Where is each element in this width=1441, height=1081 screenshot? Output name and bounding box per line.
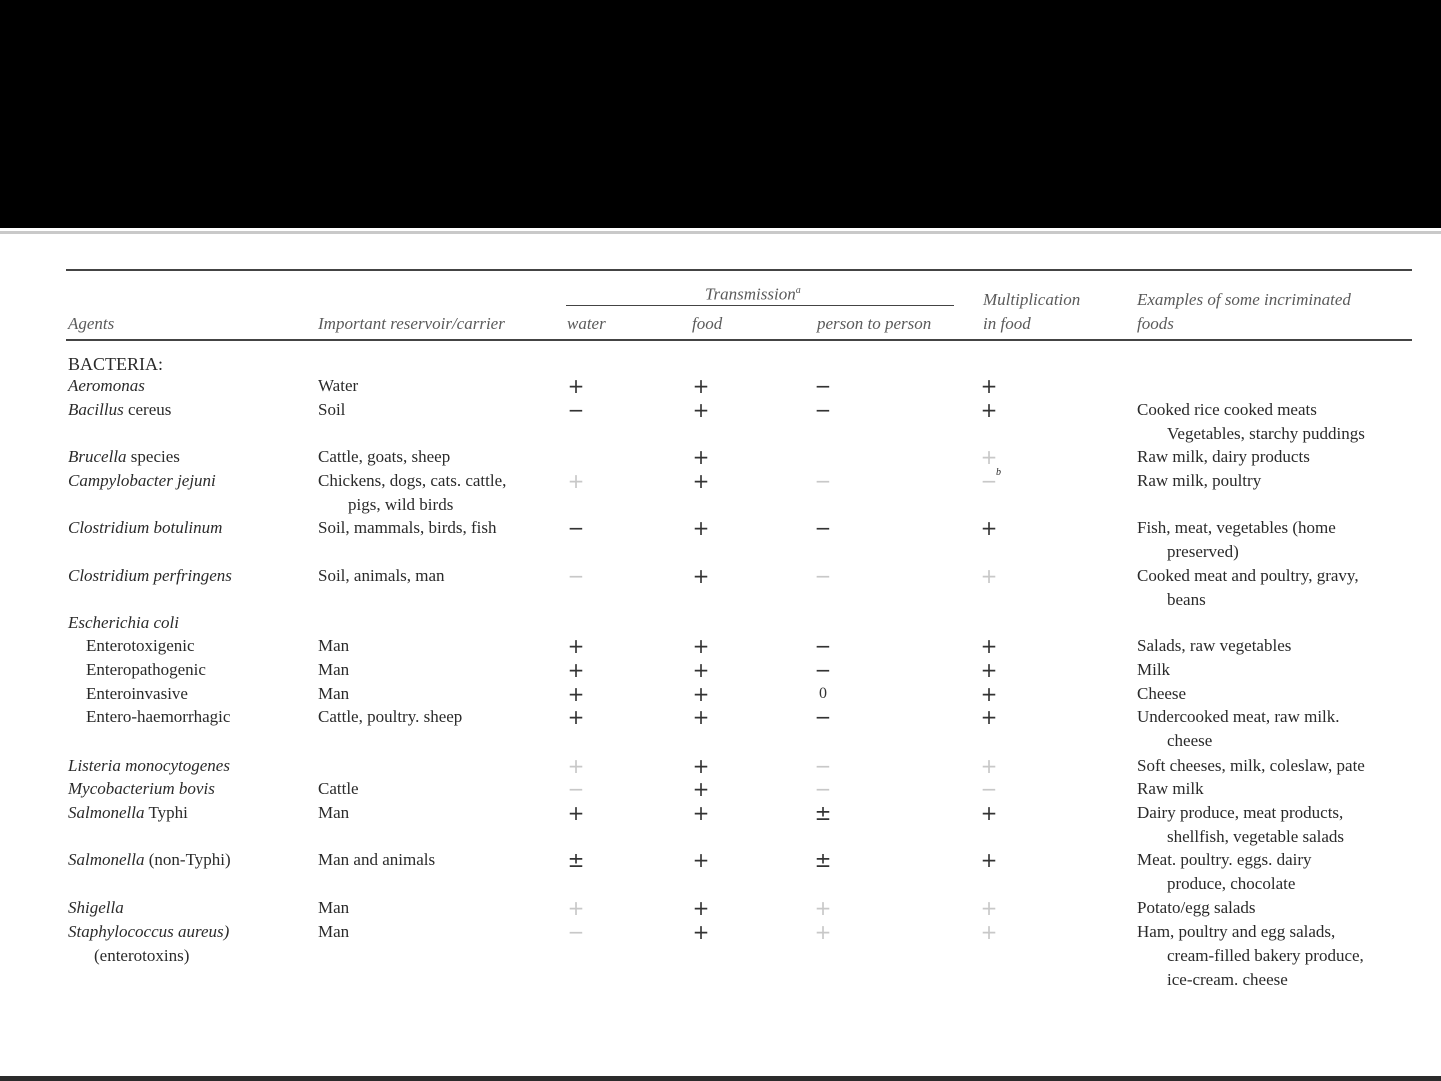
example-food-cell: Raw milk, poultry — [1137, 471, 1262, 490]
person-symbol: + — [814, 896, 832, 920]
examples-header-line1: Examples of some incriminated — [1137, 290, 1351, 309]
person-symbol: ± — [814, 801, 832, 825]
agent-name — [68, 850, 231, 870]
mult-symbol: + — [980, 896, 998, 920]
mult-symbol: − — [980, 777, 998, 801]
water-symbol: + — [567, 682, 585, 706]
example-food-cell: Cooked rice cooked meats — [1137, 400, 1317, 419]
reservoir-cell: Man — [318, 684, 350, 703]
mult-symbol: + — [980, 398, 998, 422]
mult-symbol: + — [980, 682, 998, 706]
agent-qualifier: species — [126, 447, 180, 466]
mult-symbol: + — [980, 754, 998, 778]
agent-qualifier: cereus — [123, 400, 172, 419]
agent-name — [68, 707, 230, 727]
reservoir-cell: Soil, mammals, birds, fish — [318, 518, 497, 537]
mult-symbol: + — [980, 564, 998, 588]
food-symbol: + — [692, 682, 710, 706]
reservoir-cell: Water — [318, 376, 359, 395]
reservoir-cell: Chickens, dogs, cats. cattle, — [318, 471, 507, 490]
agent-qualifier: (non-Typhi) — [144, 850, 231, 869]
food-symbol: + — [692, 398, 710, 422]
agent-genus: Salmonella — [68, 850, 145, 869]
person-symbol: − — [814, 634, 832, 658]
water-symbol: − — [567, 398, 585, 422]
mult-symbol: + — [980, 705, 998, 729]
example-food-cell: Cheese — [1137, 684, 1187, 703]
person-header: person to person — [817, 314, 932, 333]
reservoir-cell: Man and animals — [318, 850, 436, 869]
title-bar — [0, 0, 1441, 228]
food-symbol: + — [692, 374, 710, 398]
food-header: food — [692, 314, 723, 333]
agent-genus: Listeria monocytogenes — [68, 756, 230, 775]
example-food-cell: Vegetables, starchy puddings — [1167, 424, 1365, 443]
water-symbol: + — [567, 705, 585, 729]
food-symbol: + — [692, 777, 710, 801]
water-symbol: − — [567, 920, 585, 944]
transmission-rule — [566, 305, 954, 306]
agent-genus: Escherichia coli — [68, 613, 179, 632]
agent-genus: Shigella — [68, 898, 124, 917]
example-food-cell: cream-filled bakery produce, — [1167, 946, 1364, 965]
water-header: water — [567, 314, 606, 333]
agents-header: Agents — [68, 314, 115, 333]
person-symbol: − — [814, 564, 832, 588]
example-food-cell: produce, chocolate — [1167, 874, 1296, 893]
agent-genus: Clostridium perfringens — [68, 566, 232, 585]
food-symbol: + — [692, 469, 710, 493]
agent-name-line2: (enterotoxins) — [94, 946, 190, 965]
example-food-cell: beans — [1167, 590, 1206, 609]
water-symbol: + — [567, 374, 585, 398]
header-bottom-rule — [66, 339, 1412, 341]
agent-name — [68, 447, 180, 467]
agent-name — [68, 803, 188, 823]
person-symbol: − — [814, 516, 832, 540]
transmission-header: Transmission$^a$ — [705, 284, 801, 304]
water-symbol: + — [567, 801, 585, 825]
food-symbol: + — [692, 634, 710, 658]
example-food-cell: Raw milk, dairy products — [1137, 447, 1310, 466]
mult-symbol: + — [980, 516, 998, 540]
reservoir-cell: Soil — [318, 400, 346, 419]
mult-symbol: + — [980, 801, 998, 825]
person-symbol: − — [814, 469, 832, 493]
agent-genus: Bacillus — [68, 400, 124, 419]
agent-name — [68, 756, 230, 776]
agent-name — [68, 613, 179, 633]
reservoir-cell: Cattle, poultry. sheep — [318, 707, 463, 726]
mult-symbol: + — [980, 374, 998, 398]
example-food-cell: Ham, poultry and egg salads, — [1137, 922, 1336, 941]
reservoir-cell: Man — [318, 660, 350, 679]
footer-rule — [0, 1076, 1441, 1081]
agent-qualifier: Enteroinvasive — [86, 684, 188, 703]
multiplication-footnote: b — [996, 467, 1001, 478]
person-symbol: − — [814, 777, 832, 801]
example-food-cell: Fish, meat, vegetables (home — [1137, 518, 1336, 537]
agent-name — [68, 898, 124, 918]
person-symbol: ± — [814, 848, 832, 872]
agent-qualifier: Entero-haemorrhagic — [86, 707, 231, 726]
food-symbol: + — [692, 754, 710, 778]
reservoir-cell: Soil, animals, man — [318, 566, 445, 585]
reservoir-header: Important reservoir/carrier — [318, 314, 505, 333]
example-food-cell: shellfish, vegetable salads — [1167, 827, 1345, 846]
water-symbol: ± — [567, 848, 585, 872]
agent-name — [68, 779, 215, 799]
mult-symbol: + — [980, 445, 998, 469]
example-food-cell: Meat. poultry. eggs. dairy — [1137, 850, 1312, 869]
agent-name — [68, 566, 232, 586]
title-divider — [0, 231, 1441, 234]
food-symbol: + — [692, 920, 710, 944]
agent-name — [68, 636, 195, 656]
agent-name — [68, 922, 229, 942]
example-food-cell: Dairy produce, meat products, — [1137, 803, 1344, 822]
agent-genus: Campylobacter jejuni — [68, 471, 216, 490]
mult-symbol: + — [980, 658, 998, 682]
water-symbol: − — [567, 777, 585, 801]
agent-qualifier: Enterotoxigenic — [86, 636, 195, 655]
mult-symbol: + — [980, 634, 998, 658]
example-food-cell: Cooked meat and poultry, gravy, — [1137, 566, 1359, 585]
agent-qualifier: Enteropathogenic — [86, 660, 206, 679]
agent-name — [68, 471, 216, 491]
mult-symbol: + — [980, 920, 998, 944]
person-symbol: − — [814, 754, 832, 778]
multiplication-header-line1: Multiplication — [983, 290, 1081, 309]
table-top-rule — [66, 269, 1412, 271]
agent-name — [68, 684, 188, 704]
food-symbol: + — [692, 564, 710, 588]
agent-genus: Salmonella — [68, 803, 145, 822]
water-symbol: + — [567, 754, 585, 778]
food-symbol: + — [692, 896, 710, 920]
reservoir-cell: Man — [318, 898, 350, 917]
example-food-cell: Potato/egg salads — [1137, 898, 1256, 917]
mult-symbol: − — [980, 469, 998, 493]
agent-genus: Mycobacterium bovis — [68, 779, 215, 798]
example-food-cell: Salads, raw vegetables — [1137, 636, 1292, 655]
example-food-cell: preserved) — [1167, 542, 1239, 561]
reservoir-cell: Cattle — [318, 779, 359, 798]
agent-genus: Clostridium botulinum — [68, 518, 223, 537]
person-symbol: 0 — [819, 685, 827, 702]
reservoir-cell: Man — [318, 922, 350, 941]
example-food-cell: Undercooked meat, raw milk. — [1137, 707, 1340, 726]
reservoir-cell: Man — [318, 803, 350, 822]
person-symbol: − — [814, 705, 832, 729]
food-symbol: + — [692, 801, 710, 825]
water-symbol: − — [567, 564, 585, 588]
example-food-cell: ice-cream. cheese — [1167, 970, 1288, 989]
water-symbol: + — [567, 658, 585, 682]
water-symbol: − — [567, 516, 585, 540]
agent-name — [68, 376, 145, 396]
agent-genus: Brucella — [68, 447, 127, 466]
food-symbol: + — [692, 848, 710, 872]
agent-name — [68, 518, 222, 538]
food-symbol: + — [692, 516, 710, 540]
water-symbol: + — [567, 634, 585, 658]
agent-name — [68, 400, 171, 420]
agent-genus: Staphylococcus aureus) — [68, 922, 230, 941]
person-symbol: + — [814, 920, 832, 944]
mult-symbol: + — [980, 848, 998, 872]
reservoir-cell: Cattle, goats, sheep — [318, 447, 451, 466]
water-symbol: + — [567, 896, 585, 920]
example-food-cell: Milk — [1137, 660, 1171, 679]
multiplication-header-line2: in food — [983, 314, 1031, 333]
agent-qualifier: Typhi — [144, 803, 188, 822]
food-symbol: + — [692, 445, 710, 469]
water-symbol: + — [567, 469, 585, 493]
person-symbol: − — [814, 658, 832, 682]
food-symbol: + — [692, 705, 710, 729]
person-symbol: − — [814, 374, 832, 398]
examples-header-line2: foods — [1137, 314, 1174, 333]
reservoir-cell: Man — [318, 636, 350, 655]
reservoir-cell: pigs, wild birds — [348, 495, 454, 514]
example-food-cell: Soft cheeses, milk, coleslaw, pate — [1137, 756, 1365, 775]
example-food-cell: cheese — [1167, 731, 1213, 750]
food-symbol: + — [692, 658, 710, 682]
section-bacteria: BACTERIA: — [68, 354, 164, 374]
example-food-cell: Raw milk — [1137, 779, 1204, 798]
agent-name — [68, 660, 206, 680]
agent-genus: Aeromonas — [68, 376, 145, 395]
person-symbol: − — [814, 398, 832, 422]
